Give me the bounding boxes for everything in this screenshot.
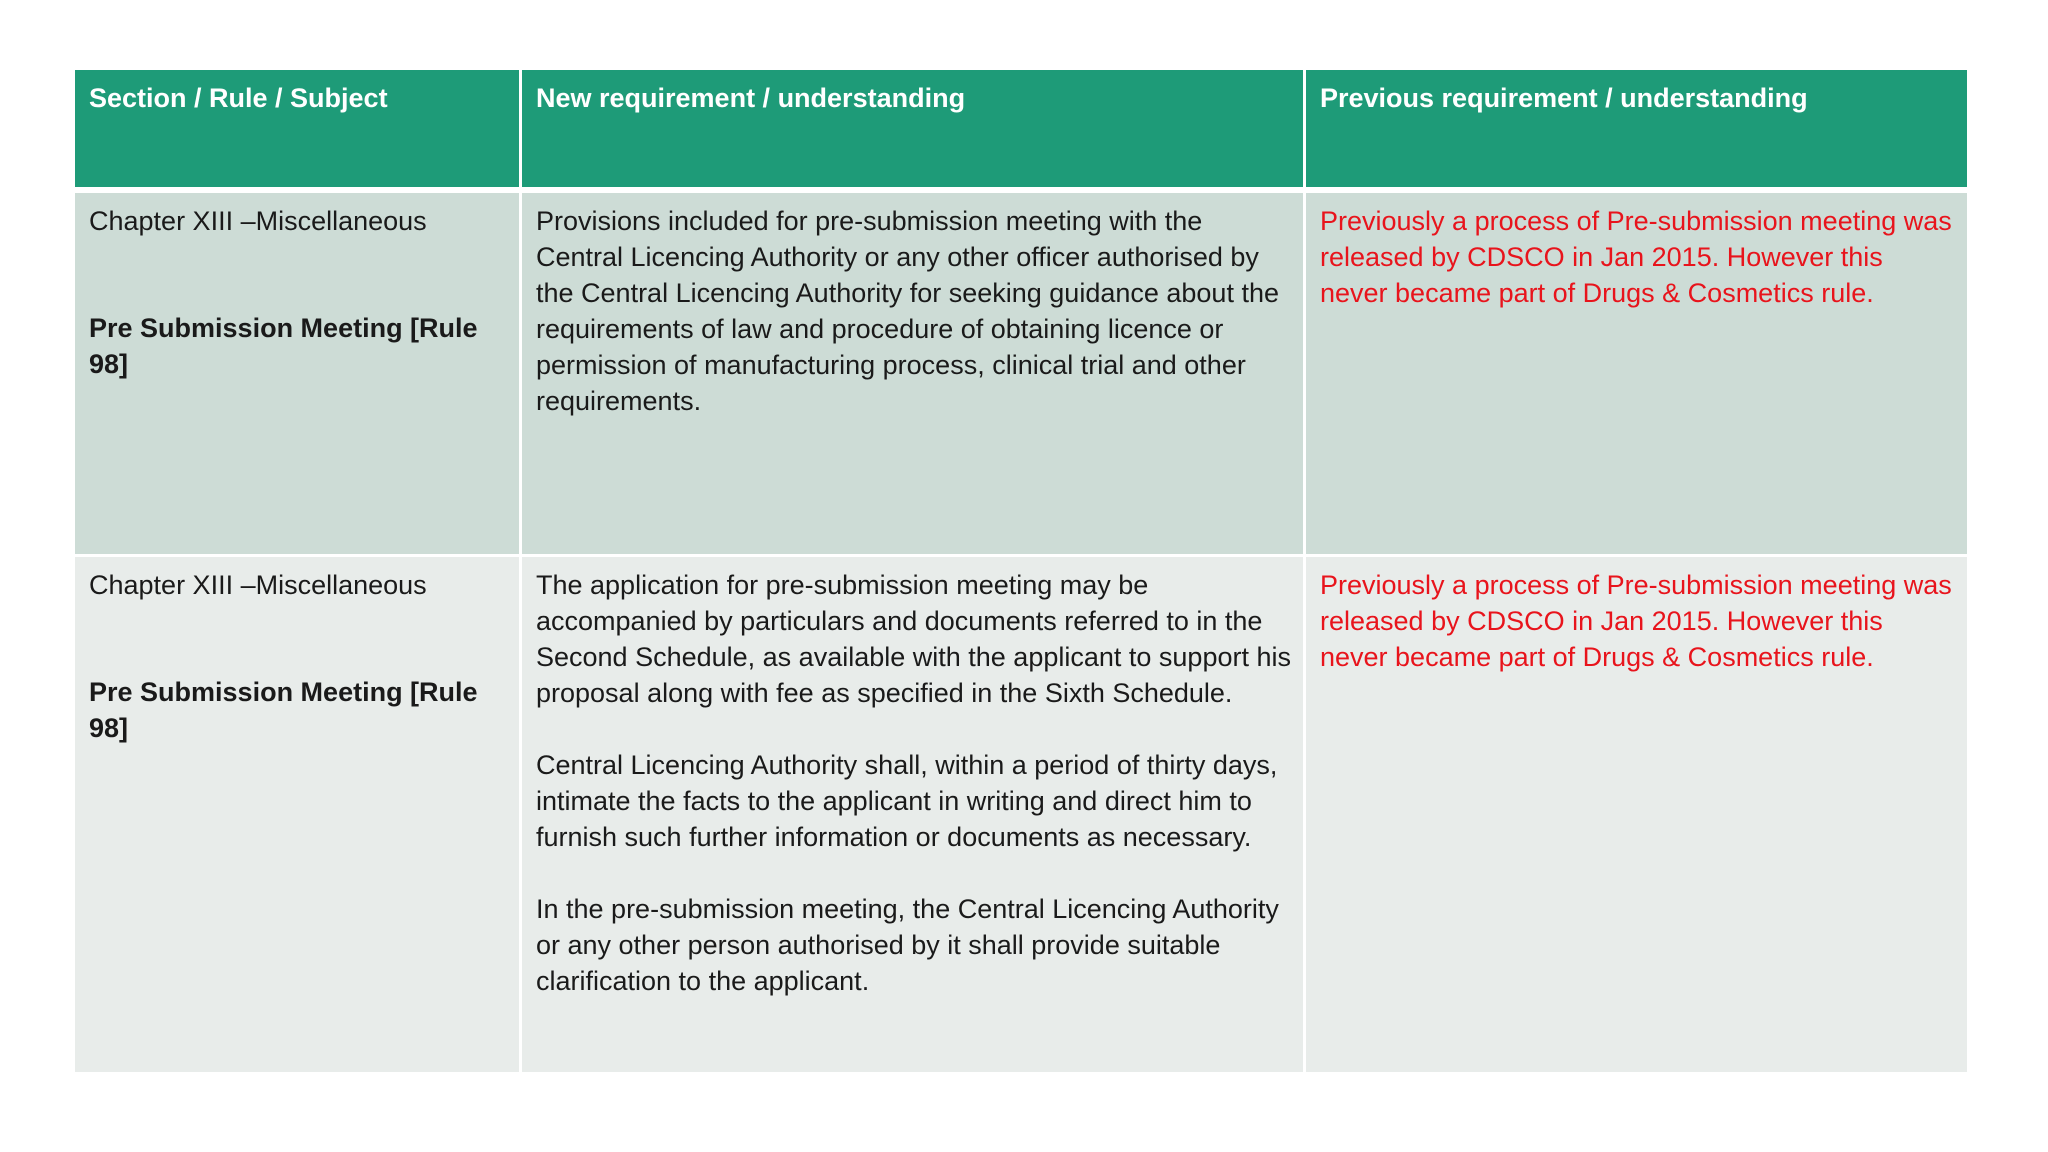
table-row	[74, 556, 1969, 1074]
subject-rule: Pre Submission Meeting [Rule 98]	[89, 677, 478, 743]
subject-cell	[74, 556, 521, 1074]
new-requirement-cell	[521, 190, 1305, 556]
header-section-rule-subject: Section / Rule / Subject	[74, 69, 521, 190]
header-previous-requirement: Previous requirement / understanding	[1305, 69, 1969, 190]
subject-cell	[74, 190, 521, 556]
new-requirement-paragraph: Central Licencing Authority shall, within a period of thirty days, intimate the facts to the applicant in writing and direct him to furnish such further information or documents as necessary.	[536, 750, 1278, 852]
previous-requirement-cell	[1305, 556, 1969, 1074]
subject-chapter: Chapter XIII –Miscellaneous	[89, 205, 427, 236]
previous-requirement-text: Previously a process of Pre-submission meeting was released by CDSCO in Jan 2015. However this never became part of Drugs & Cosmetics rule.	[1320, 205, 1952, 308]
comparison-table	[72, 67, 1970, 1075]
table-header-row	[74, 69, 1969, 190]
new-requirement-paragraph: In the pre-submission meeting, the Central Licencing Authority or any other person authorised by it shall provide suitable clarification to the applicant.	[536, 894, 1279, 996]
previous-requirement-text: Previously a process of Pre-submission meeting was released by CDSCO in Jan 2015. However this never became part of Drugs & Cosmetics rule.	[1320, 570, 1952, 672]
new-requirement-paragraph: The application for pre-submission meeting may be accompanied by particulars and documents referred to in the Second Schedule, as available with the applicant to support his proposal along with fee as specified in the Sixth Schedule.	[536, 570, 1291, 708]
header-new-requirement: New requirement / understanding	[521, 69, 1305, 190]
subject-rule: Pre Submission Meeting [Rule 98]	[89, 312, 478, 379]
new-requirement-cell	[521, 556, 1305, 1074]
previous-requirement-cell	[1305, 190, 1969, 556]
table-row	[74, 190, 1969, 556]
subject-chapter: Chapter XIII –Miscellaneous	[89, 570, 427, 600]
new-requirement-paragraph: Provisions included for pre-submission meeting with the Central Licencing Authority or any other officer authorised by the Central Licencing Authority for seeking guidance about the requirements of law and procedure of obtaining licence or permission of manufacturing process, clinical trial and other requirements.	[536, 205, 1279, 416]
